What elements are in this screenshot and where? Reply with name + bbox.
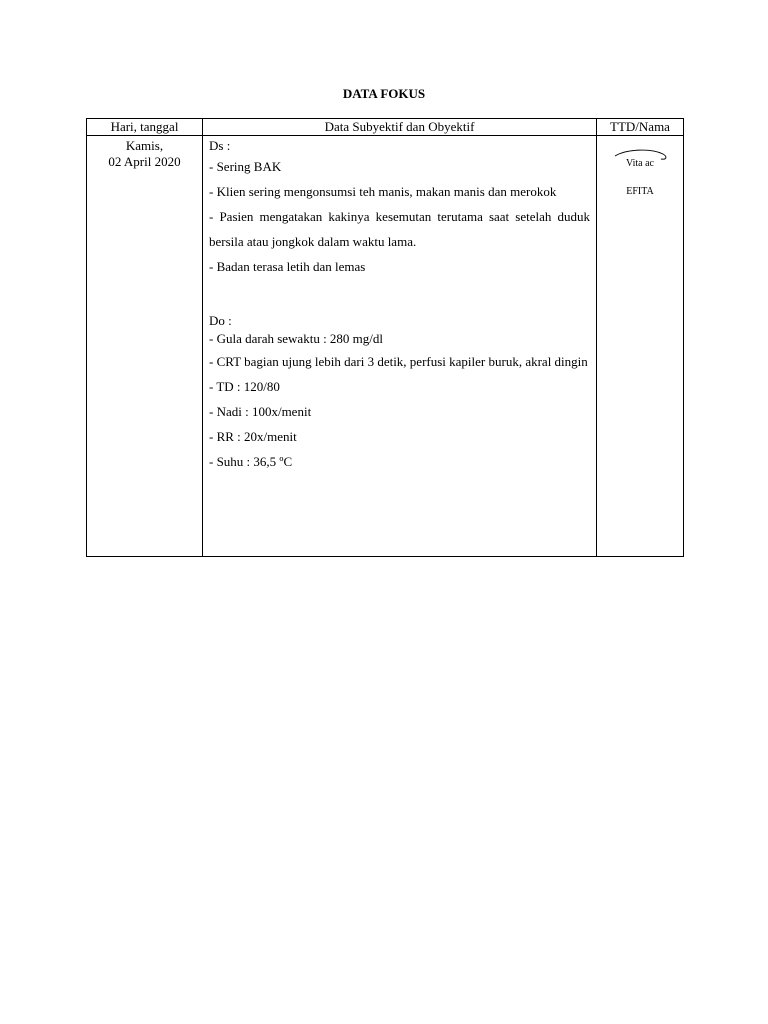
day-text: Kamis, [125, 138, 164, 153]
subjective-item: - Sering BAK [209, 159, 282, 174]
objective-item: - Suhu : 36,5 ºC [209, 454, 293, 469]
data-cell [203, 136, 597, 557]
date-text: 02 April 2020 [108, 154, 181, 169]
page-title: DATA FOKUS [342, 86, 426, 101]
subjective-heading: Ds : [209, 138, 231, 153]
subjective-item: - Badan terasa letih dan lemas [209, 259, 366, 274]
header-data: Data Subyektif dan Obyektif [203, 119, 597, 136]
objective-item: - CRT bagian ujung lebih dari 3 detik, perfusi kapiler buruk, akral dingin [209, 354, 588, 369]
objective-item: - TD : 120/80 [209, 379, 280, 394]
signature-text: Vita ac [626, 158, 654, 169]
objective-heading: Do : [209, 313, 232, 328]
objective-item: - Nadi : 100x/menit [209, 404, 312, 419]
signer-name: EFITA [626, 186, 654, 197]
focus-data-table [86, 118, 684, 557]
subjective-item: - Pasien mengatakan kakinya kesemutan terutama saat setelah duduk bersila atau jongkok dalam waktu lama. [209, 209, 590, 249]
objective-item: - Gula darah sewaktu : 280 mg/dl [209, 331, 384, 346]
signature-cell [597, 136, 684, 557]
table-header-row [87, 119, 684, 136]
signature [597, 146, 683, 180]
subjective-item: - Klien sering mengonsumsi teh manis, makan manis dan merokok [209, 184, 557, 199]
table-row [87, 136, 684, 557]
header-date: Hari, tanggal [87, 119, 203, 136]
date-cell [87, 136, 203, 557]
objective-item: - RR : 20x/menit [209, 429, 297, 444]
header-signature: TTD/Nama [597, 119, 684, 136]
